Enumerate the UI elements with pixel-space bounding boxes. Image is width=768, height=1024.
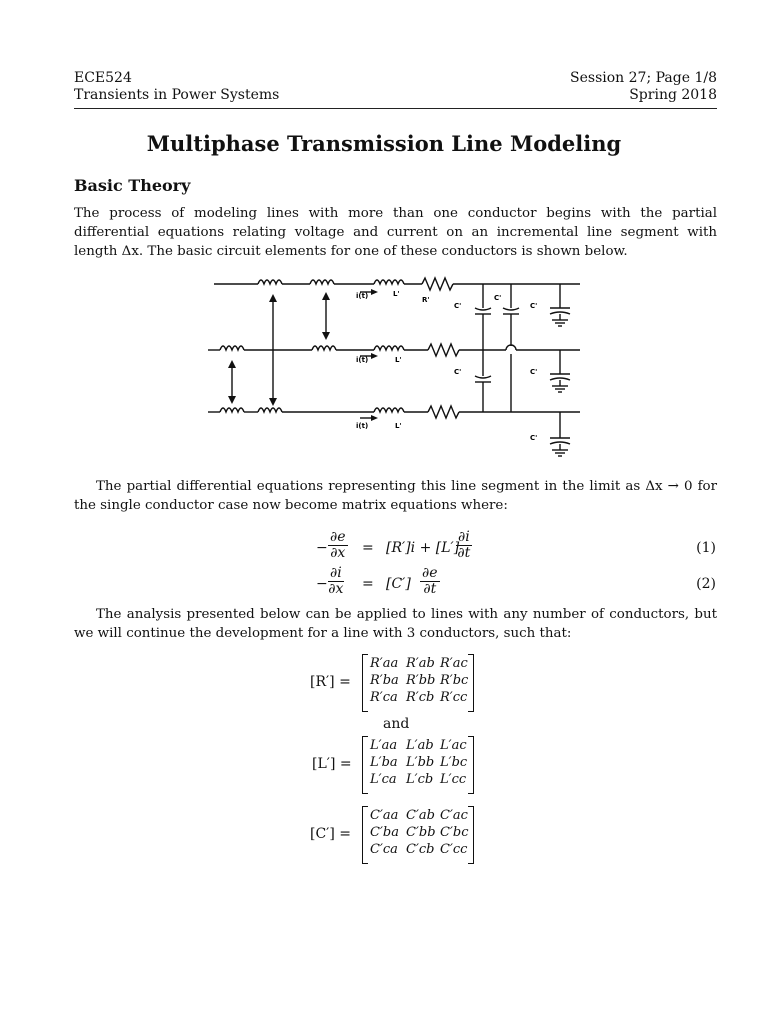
- r-cell: R′bc: [440, 673, 469, 688]
- eq1-rhs-den: ∂t: [457, 545, 471, 561]
- r-cell: R′cc: [440, 690, 468, 705]
- eq1-rhs: [R′]i + [L′]: [386, 540, 460, 556]
- l-cell: L′bb: [406, 755, 435, 770]
- matrix-l: [312, 736, 492, 794]
- r-cell: R′ac: [440, 656, 468, 671]
- eq1-number: (1): [696, 540, 716, 556]
- c-cell: C′ca: [370, 842, 398, 857]
- cap-label-5: C': [530, 368, 538, 376]
- r-cell: R′ab: [406, 656, 435, 671]
- l-cell: L′ab: [406, 738, 434, 753]
- term: Spring 2018: [629, 87, 717, 103]
- inductance-label-c: L': [395, 422, 402, 430]
- eq2-rhs: [C′]: [386, 576, 411, 592]
- eq2-lhs-num: ∂i: [330, 565, 342, 581]
- l-cell: L′cc: [440, 772, 467, 787]
- current-label-b: i(t): [356, 356, 369, 364]
- r-cell: R′ca: [370, 690, 398, 705]
- page-title: Multiphase Transmission Line Modeling: [146, 131, 622, 156]
- c-cell: C′ab: [406, 808, 435, 823]
- l-cell: L′ba: [370, 755, 398, 770]
- cap-label-2: C': [494, 294, 502, 302]
- r-cell: R′aa: [370, 656, 399, 671]
- matrix-r: [310, 654, 490, 712]
- eq2-rhs-num: ∂e: [422, 565, 438, 581]
- eq1-rhs-num: ∂i: [458, 529, 470, 545]
- inductance-label-a: L': [393, 290, 400, 298]
- cap-label-1: C': [454, 302, 462, 310]
- l-cell: L′ca: [370, 772, 397, 787]
- and-text: and: [383, 716, 410, 732]
- l-cell: L′bc: [440, 755, 468, 770]
- session-page: Session 27; Page 1/8: [570, 70, 717, 86]
- resistance-label: R': [422, 296, 430, 304]
- matrix-r-label: [R′] =: [310, 674, 351, 690]
- c-cell: C′ac: [440, 808, 468, 823]
- equation-1: − $\frac{\partial e}{\partial x}$ = [R′]i + [L′] $\frac{\partial i}{\partial t}$ (1): [316, 529, 716, 561]
- matrix-l-label: [L′] =: [312, 756, 352, 772]
- c-cell: C′cc: [440, 842, 468, 857]
- l-cell: L′ac: [440, 738, 467, 753]
- circuit-diagram: [200, 268, 600, 468]
- mutual-coil-a1: [258, 280, 282, 284]
- course-title: Transients in Power Systems: [74, 87, 280, 103]
- l-cell: L′cb: [406, 772, 434, 787]
- eq2-lhs-den: ∂x: [328, 581, 344, 597]
- current-label-a: i(t): [356, 292, 369, 300]
- inductance-label-b: L': [395, 356, 402, 364]
- paragraph-three-conductors: The analysis presented below can be applied to lines with any number of conductors, but we will continue the development for a line with 3 conductors, such that:: [74, 607, 717, 641]
- eq1-lhs-num: ∂e: [330, 529, 346, 545]
- cap-label-4: C': [454, 368, 462, 376]
- cap-label-6: C': [530, 434, 538, 442]
- c-cell: C′bb: [406, 825, 436, 840]
- section-heading: Basic Theory: [74, 176, 191, 195]
- course-code: ECE524: [74, 70, 132, 86]
- r-cell: R′ba: [370, 673, 399, 688]
- eq2-number: (2): [696, 576, 716, 592]
- matrix-c-label: [C′] =: [310, 826, 351, 842]
- c-cell: C′cb: [406, 842, 435, 857]
- c-cell: C′bc: [440, 825, 469, 840]
- header-rule: [74, 108, 717, 109]
- cap-label-3: C': [530, 302, 538, 310]
- paragraph-pde: The partial differential equations representing this line segment in the limit as Δx → 0 for the single conductor case now become matrix equations where:: [74, 479, 717, 513]
- equation-2: − $\frac{\partial i}{\partial x}$ = [C′] $\frac{\partial e}{\partial t}$ (2): [316, 565, 716, 597]
- r-cell: R′cb: [406, 690, 435, 705]
- c-cell: C′aa: [370, 808, 399, 823]
- paragraph-intro: The process of modeling lines with more than one conductor begins with the partial differential equations relating voltage and current on an incremental line segment with length Δx. The basic circuit elements for one of these conductors is shown below.: [74, 206, 717, 259]
- matrix-c: [310, 806, 490, 864]
- eq1-lhs-den: ∂x: [330, 545, 346, 561]
- r-cell: R′bb: [406, 673, 436, 688]
- l-cell: L′aa: [370, 738, 398, 753]
- eq2-rhs-den: ∂t: [423, 581, 437, 597]
- c-cell: C′ba: [370, 825, 399, 840]
- current-label-c: i(t): [356, 422, 369, 430]
